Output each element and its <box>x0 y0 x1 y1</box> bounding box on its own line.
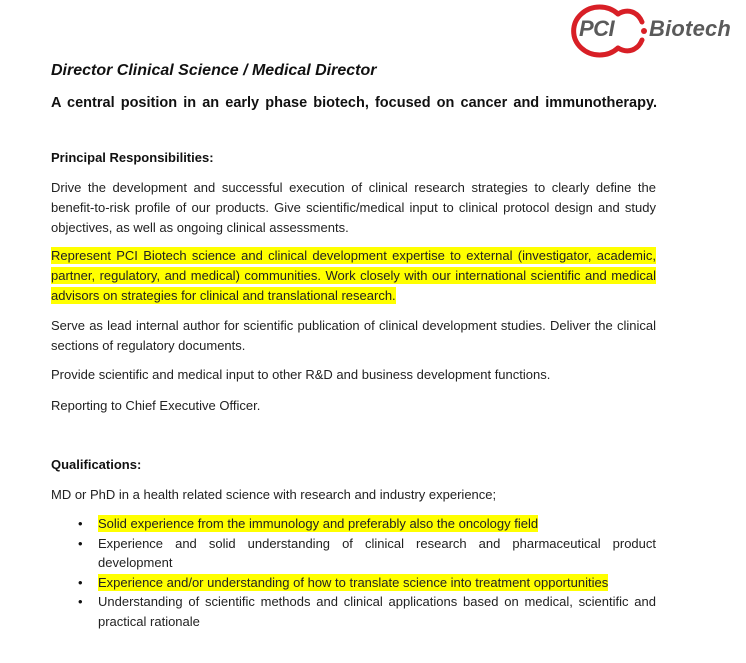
page-title: Director Clinical Science / Medical Director <box>51 62 377 79</box>
page-subtitle: A central position in an early phase biotech, focused on cancer and immunotherapy. <box>51 95 657 111</box>
bullet-icon: • <box>78 535 83 551</box>
list-item <box>51 534 656 573</box>
qualifications-intro: MD or PhD in a health related science with research and industry experience; <box>51 487 497 502</box>
responsibilities-heading: Principal Responsibilities: <box>51 150 214 165</box>
bullet-icon: • <box>78 594 83 609</box>
responsibility-paragraph-5: Reporting to Chief Executive Officer. <box>51 398 261 413</box>
logo-pci-text: PCI <box>579 16 615 41</box>
list-item <box>51 573 656 593</box>
highlighted-text: Solid experience from the immunology and preferably also the oncology field <box>98 516 539 531</box>
pci-biotech-logo <box>566 2 746 60</box>
responsibility-paragraph-2 <box>51 246 656 306</box>
responsibility-paragraph-1: Drive the development and successful execution of clinical research strategies to clearly define the benefit-to-risk profile of our products. Give scientific/medical input to clinical protocol design and study objectives, as well as ongoing clinical assessments. <box>51 180 656 235</box>
qualifications-heading: Qualifications: <box>51 457 142 472</box>
responsibility-paragraph-4: Provide scientific and medical input to other R&D and business development functions. <box>51 367 551 382</box>
list-item <box>51 592 656 631</box>
bullet-icon: • <box>78 516 83 531</box>
qualifications-list <box>51 514 656 631</box>
highlighted-text: Represent PCI Biotech science and clinical development expertise to external (investigator, academic, partner, regulatory, and medical) communities. Work closely with our international scientific and medical advisors on strategies for clinical and translational research. <box>51 248 656 303</box>
list-item-text: Experience and solid understanding of clinical research and pharmaceutical product development <box>98 535 656 570</box>
bullet-icon: • <box>78 574 83 590</box>
list-item <box>51 514 656 534</box>
responsibility-paragraph-3: Serve as lead internal author for scientific publication of clinical development studies. Deliver the clinical sections of regulatory documents. <box>51 318 656 353</box>
highlighted-text: Experience and/or understanding of how to translate science into treatment opportunities <box>98 574 609 590</box>
logo-biotech-text: Biotech <box>649 16 732 41</box>
list-item-text: Understanding of scientific methods and clinical applications based on medical, scientific and practical rationale <box>98 594 656 629</box>
